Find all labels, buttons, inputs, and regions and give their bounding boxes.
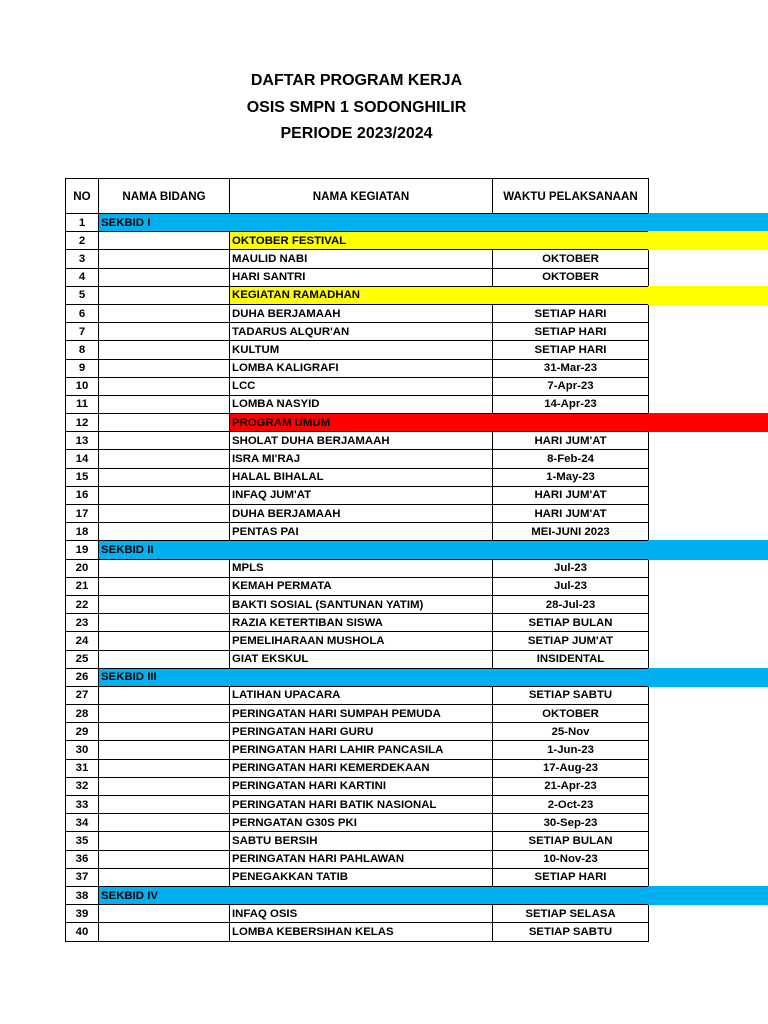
nama-bidang-cell xyxy=(99,395,230,413)
title-line-3: PERIODE 2023/2024 xyxy=(280,125,433,142)
nama-kegiatan-cell: MAULID NABI xyxy=(230,250,493,268)
nama-bidang-cell xyxy=(99,341,230,359)
table-row xyxy=(66,268,649,286)
waktu-pelaksanaan-cell: SETIAP HARI xyxy=(493,304,649,322)
row-number: 34 xyxy=(66,814,99,832)
waktu-pelaksanaan-cell: HARI JUM'AT xyxy=(493,505,649,523)
waktu-pelaksanaan-cell: 17-Aug-23 xyxy=(493,759,649,777)
table-row xyxy=(66,323,649,341)
waktu-pelaksanaan-cell: 28-Jul-23 xyxy=(493,595,649,613)
nama-kegiatan-cell: PEMELIHARAAN MUSHOLA xyxy=(230,632,493,650)
nama-bidang-cell xyxy=(99,450,230,468)
table-row xyxy=(66,832,649,850)
waktu-pelaksanaan-cell: 21-Apr-23 xyxy=(493,777,649,795)
nama-bidang-cell xyxy=(99,486,230,504)
nama-kegiatan-cell: PERINGATAN HARI SUMPAH PEMUDA xyxy=(230,705,493,723)
nama-kegiatan-cell: LOMBA NASYID xyxy=(230,395,493,413)
nama-bidang-cell xyxy=(99,850,230,868)
waktu-pelaksanaan-cell: INSIDENTAL xyxy=(493,650,649,668)
waktu-pelaksanaan-cell: Jul-23 xyxy=(493,559,649,577)
row-number: 1 xyxy=(66,214,99,232)
nama-kegiatan-cell: PENEGAKKAN TATIB xyxy=(230,868,493,886)
table-row xyxy=(66,814,649,832)
nama-kegiatan-cell: PERINGATAN HARI LAHIR PANCASILA xyxy=(230,741,493,759)
waktu-pelaksanaan-cell: SETIAP HARI xyxy=(493,868,649,886)
nama-bidang-cell xyxy=(99,250,230,268)
row-number: 16 xyxy=(66,486,99,504)
table-row xyxy=(66,705,649,723)
program-table xyxy=(65,178,649,942)
row-number: 30 xyxy=(66,741,99,759)
waktu-pelaksanaan-cell: SETIAP HARI xyxy=(493,323,649,341)
nama-kegiatan-cell: LOMBA KALIGRAFI xyxy=(230,359,493,377)
waktu-pelaksanaan-cell: SETIAP SABTU xyxy=(493,923,649,941)
document-title xyxy=(65,68,648,148)
waktu-pelaksanaan-cell: OKTOBER xyxy=(493,250,649,268)
table-row xyxy=(66,759,649,777)
nama-kegiatan-cell: LCC xyxy=(230,377,493,395)
nama-bidang-cell xyxy=(99,814,230,832)
table-row xyxy=(66,341,649,359)
sekbid-band-extension xyxy=(648,213,768,232)
row-number: 8 xyxy=(66,341,99,359)
row-number: 13 xyxy=(66,432,99,450)
nama-kegiatan-cell: HARI SANTRI xyxy=(230,268,493,286)
nama-kegiatan-cell: HALAL BIHALAL xyxy=(230,468,493,486)
nama-bidang-cell xyxy=(99,432,230,450)
nama-bidang-cell xyxy=(99,577,230,595)
nama-kegiatan-cell: INFAQ OSIS xyxy=(230,905,493,923)
table-row xyxy=(66,395,649,413)
row-number: 31 xyxy=(66,759,99,777)
subgroup-label-text: KEGIATAN RAMADHAN xyxy=(232,289,361,302)
row-number: 9 xyxy=(66,359,99,377)
sekbid-label xyxy=(99,214,649,232)
table-row xyxy=(66,850,649,868)
row-number: 15 xyxy=(66,468,99,486)
table-header-row xyxy=(66,179,649,214)
nama-bidang-cell xyxy=(99,614,230,632)
subgroup-label-text: OKTOBER FESTIVAL xyxy=(232,234,347,247)
subgroup-band-extension xyxy=(648,286,768,305)
nama-kegiatan-cell: ISRA MI'RAJ xyxy=(230,450,493,468)
row-number: 12 xyxy=(66,414,99,432)
nama-kegiatan-cell: DUHA BERJAMAAH xyxy=(230,505,493,523)
nama-kegiatan-cell: PENTAS PAI xyxy=(230,523,493,541)
waktu-pelaksanaan-cell: SETIAP SABTU xyxy=(493,686,649,704)
sekbid-row xyxy=(66,886,649,904)
row-number: 23 xyxy=(66,614,99,632)
row-number: 11 xyxy=(66,395,99,413)
row-number: 27 xyxy=(66,686,99,704)
row-number: 38 xyxy=(66,886,99,904)
table-row xyxy=(66,359,649,377)
row-number: 14 xyxy=(66,450,99,468)
header-waktu-pelaksanaan: WAKTU PELAKSANAAN xyxy=(493,179,649,214)
subgroup-band-extension xyxy=(648,231,768,250)
subgroup-band-extension xyxy=(648,413,768,432)
table-row xyxy=(66,523,649,541)
sekbid-label-text: SEKBID II xyxy=(101,543,154,556)
nama-bidang-cell xyxy=(99,323,230,341)
row-number: 28 xyxy=(66,705,99,723)
row-number: 20 xyxy=(66,559,99,577)
waktu-pelaksanaan-cell: 7-Apr-23 xyxy=(493,377,649,395)
sekbid-label-text: SEKBID I xyxy=(101,216,151,229)
nama-bidang-cell xyxy=(99,759,230,777)
waktu-pelaksanaan-cell: 2-Oct-23 xyxy=(493,796,649,814)
nama-kegiatan-cell: PERINGATAN HARI KARTINI xyxy=(230,777,493,795)
row-number: 35 xyxy=(66,832,99,850)
row-number: 22 xyxy=(66,595,99,613)
table-row xyxy=(66,304,649,322)
sekbid-row xyxy=(66,214,649,232)
table-row xyxy=(66,377,649,395)
sekbid-label xyxy=(99,541,649,559)
nama-kegiatan-cell: RAZIA KETERTIBAN SISWA xyxy=(230,614,493,632)
nama-kegiatan-cell: KEMAH PERMATA xyxy=(230,577,493,595)
table-row xyxy=(66,686,649,704)
nama-kegiatan-cell: PERNGATAN G30S PKI xyxy=(230,814,493,832)
sekbid-band-extension xyxy=(648,540,768,559)
nama-bidang-cell xyxy=(99,468,230,486)
table-row xyxy=(66,614,649,632)
waktu-pelaksanaan-cell: OKTOBER xyxy=(493,705,649,723)
table-row xyxy=(66,468,649,486)
nama-bidang-cell xyxy=(99,868,230,886)
nama-bidang-cell xyxy=(99,304,230,322)
nama-kegiatan-cell: BAKTI SOSIAL (SANTUNAN YATIM) xyxy=(230,595,493,613)
sekbid-label-text: SEKBID IV xyxy=(101,889,158,902)
table-row xyxy=(66,796,649,814)
sekbid-band-extension xyxy=(648,886,768,905)
waktu-pelaksanaan-cell: SETIAP HARI xyxy=(493,341,649,359)
table-row xyxy=(66,777,649,795)
row-number: 10 xyxy=(66,377,99,395)
title-line-2: OSIS SMPN 1 SODONGHILIR xyxy=(246,98,467,116)
header-nama-bidang: NAMA BIDANG xyxy=(99,179,230,214)
row-number: 2 xyxy=(66,232,99,250)
table-row xyxy=(66,595,649,613)
sekbid-row xyxy=(66,541,649,559)
nama-kegiatan-cell: INFAQ JUM'AT xyxy=(230,486,493,504)
row-number: 36 xyxy=(66,850,99,868)
waktu-pelaksanaan-cell: MEI-JUNI 2023 xyxy=(493,523,649,541)
subgroup-label xyxy=(230,232,649,250)
table-row xyxy=(66,923,649,941)
nama-bidang-cell xyxy=(99,741,230,759)
waktu-pelaksanaan-cell: 25-Nov xyxy=(493,723,649,741)
table-row xyxy=(66,905,649,923)
nama-kegiatan-cell: GIAT EKSKUL xyxy=(230,650,493,668)
table-row xyxy=(66,650,649,668)
waktu-pelaksanaan-cell: 8-Feb-24 xyxy=(493,450,649,468)
table-row xyxy=(66,486,649,504)
sekbid-label-text: SEKBID III xyxy=(101,671,157,684)
waktu-pelaksanaan-cell: 1-May-23 xyxy=(493,468,649,486)
waktu-pelaksanaan-cell: SETIAP BULAN xyxy=(493,614,649,632)
nama-bidang-cell xyxy=(99,595,230,613)
row-number: 19 xyxy=(66,541,99,559)
nama-kegiatan-cell: PERINGATAN HARI GURU xyxy=(230,723,493,741)
waktu-pelaksanaan-cell: Jul-23 xyxy=(493,577,649,595)
nama-kegiatan-cell: DUHA BERJAMAAH xyxy=(230,304,493,322)
waktu-pelaksanaan-cell: 14-Apr-23 xyxy=(493,395,649,413)
row-number: 4 xyxy=(66,268,99,286)
row-number: 7 xyxy=(66,323,99,341)
row-number: 29 xyxy=(66,723,99,741)
nama-bidang-cell xyxy=(99,686,230,704)
nama-bidang-cell xyxy=(99,559,230,577)
row-number: 17 xyxy=(66,505,99,523)
nama-kegiatan-cell: LOMBA KEBERSIHAN KELAS xyxy=(230,923,493,941)
row-number: 3 xyxy=(66,250,99,268)
nama-bidang-cell xyxy=(99,905,230,923)
row-number: 33 xyxy=(66,796,99,814)
waktu-pelaksanaan-cell: 31-Mar-23 xyxy=(493,359,649,377)
nama-kegiatan-cell: TADARUS ALQUR'AN xyxy=(230,323,493,341)
nama-kegiatan-cell: LATIHAN UPACARA xyxy=(230,686,493,704)
nama-bidang-cell xyxy=(99,523,230,541)
nama-bidang-cell xyxy=(99,377,230,395)
nama-bidang-cell xyxy=(99,359,230,377)
nama-kegiatan-cell: MPLS xyxy=(230,559,493,577)
nama-bidang-cell xyxy=(99,232,230,250)
table-row xyxy=(66,450,649,468)
row-number: 26 xyxy=(66,668,99,686)
table-row xyxy=(66,723,649,741)
subgroup-row xyxy=(66,232,649,250)
sekbid-label xyxy=(99,886,649,904)
nama-bidang-cell xyxy=(99,796,230,814)
row-number: 40 xyxy=(66,923,99,941)
table-row xyxy=(66,741,649,759)
header-nama-kegiatan: NAMA KEGIATAN xyxy=(230,179,493,214)
row-number: 39 xyxy=(66,905,99,923)
subgroup-label xyxy=(230,414,649,432)
table-row xyxy=(66,432,649,450)
sekbid-band-extension xyxy=(648,668,768,687)
waktu-pelaksanaan-cell: OKTOBER xyxy=(493,268,649,286)
waktu-pelaksanaan-cell: 1-Jun-23 xyxy=(493,741,649,759)
table-row xyxy=(66,559,649,577)
waktu-pelaksanaan-cell: 10-Nov-23 xyxy=(493,850,649,868)
row-number: 25 xyxy=(66,650,99,668)
header-no: NO xyxy=(66,179,99,214)
nama-kegiatan-cell: PERINGATAN HARI KEMERDEKAAN xyxy=(230,759,493,777)
nama-bidang-cell xyxy=(99,268,230,286)
nama-bidang-cell xyxy=(99,723,230,741)
nama-kegiatan-cell: PERINGATAN HARI BATIK NASIONAL xyxy=(230,796,493,814)
nama-kegiatan-cell: SABTU BERSIH xyxy=(230,832,493,850)
nama-bidang-cell xyxy=(99,286,230,304)
nama-bidang-cell xyxy=(99,650,230,668)
nama-bidang-cell xyxy=(99,632,230,650)
table-row xyxy=(66,632,649,650)
row-number: 5 xyxy=(66,286,99,304)
waktu-pelaksanaan-cell: 30-Sep-23 xyxy=(493,814,649,832)
row-number: 37 xyxy=(66,868,99,886)
nama-bidang-cell xyxy=(99,923,230,941)
table-row xyxy=(66,577,649,595)
nama-kegiatan-cell: PERINGATAN HARI PAHLAWAN xyxy=(230,850,493,868)
table-row xyxy=(66,868,649,886)
nama-bidang-cell xyxy=(99,414,230,432)
waktu-pelaksanaan-cell: HARI JUM'AT xyxy=(493,432,649,450)
waktu-pelaksanaan-cell: HARI JUM'AT xyxy=(493,486,649,504)
row-number: 21 xyxy=(66,577,99,595)
subgroup-label-text: PROGRAM UMUM xyxy=(232,416,331,429)
row-number: 6 xyxy=(66,304,99,322)
subgroup-row xyxy=(66,414,649,432)
table-row xyxy=(66,505,649,523)
waktu-pelaksanaan-cell: SETIAP SELASA xyxy=(493,905,649,923)
nama-bidang-cell xyxy=(99,705,230,723)
waktu-pelaksanaan-cell: SETIAP BULAN xyxy=(493,832,649,850)
nama-bidang-cell xyxy=(99,777,230,795)
nama-kegiatan-cell: SHOLAT DUHA BERJAMAAH xyxy=(230,432,493,450)
sekbid-label xyxy=(99,668,649,686)
sekbid-row xyxy=(66,668,649,686)
row-number: 32 xyxy=(66,777,99,795)
subgroup-row xyxy=(66,286,649,304)
row-number: 24 xyxy=(66,632,99,650)
nama-kegiatan-cell: KULTUM xyxy=(230,341,493,359)
waktu-pelaksanaan-cell: SETIAP JUM'AT xyxy=(493,632,649,650)
nama-bidang-cell xyxy=(99,832,230,850)
table-row xyxy=(66,250,649,268)
row-number: 18 xyxy=(66,523,99,541)
subgroup-label xyxy=(230,286,649,304)
title-line-1: DAFTAR PROGRAM KERJA xyxy=(250,72,463,89)
nama-bidang-cell xyxy=(99,505,230,523)
